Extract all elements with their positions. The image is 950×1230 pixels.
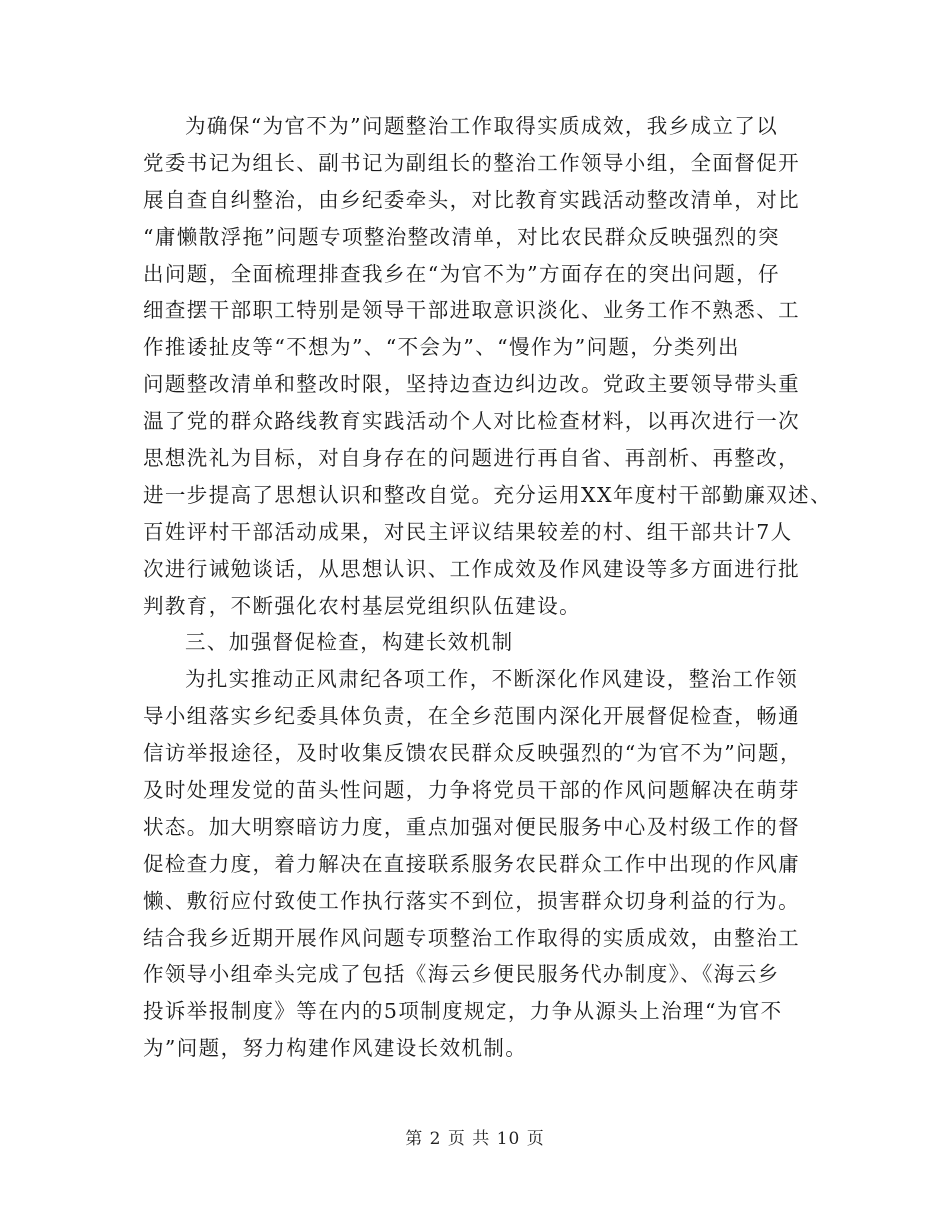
paragraph-line: 出问题，全面梳理排查我乡在“为官不为”方面存在的突出问题，仔 xyxy=(143,261,780,286)
paragraph-line: 状态。加大明察暗访力度，重点加强对便民服务中心及村级工作的督 xyxy=(143,814,800,839)
paragraph-1 xyxy=(143,108,832,624)
paragraph-line: 温了党的群众路线教育实践活动个人对比检查材料，以再次进行一次 xyxy=(143,409,800,434)
paragraph-line: 及时处理发觉的苗头性问题，力争将党员干部的作风问题解决在萌芽 xyxy=(143,778,800,803)
paragraph-line: 为确保“为官不为”问题整治工作取得实质成效，我乡成立了以 xyxy=(185,114,779,138)
paragraph-line: 百姓评村干部活动成果，对民主评议结果较差的村、组干部共计7人 xyxy=(143,519,793,544)
paragraph-2 xyxy=(143,661,808,1067)
document-body xyxy=(143,108,832,1067)
paragraph-line: 投诉举报制度》等在内的5项制度规定，力争从源头上治理“为官不 xyxy=(143,999,783,1024)
paragraph-line: 次进行诫勉谈话，从思想认识、工作成效及作风建设等多方面进行批 xyxy=(143,556,800,581)
paragraph-line: 作推诿扯皮等“不想为”、“不会为”、“慢作为”问题，分类列出 xyxy=(143,335,740,360)
paragraph-line: 判教育，不断强化农村基层党组织队伍建设。 xyxy=(143,593,581,618)
paragraph-line: 促检查力度，着力解决在直接联系服务农民群众工作中出现的作风庸 xyxy=(143,851,800,876)
paragraph-line: 导小组落实乡纪委具体负责，在全乡范围内深化开展督促检查，畅通 xyxy=(143,704,800,729)
paragraph-line: 进一步提高了思想认识和整改自觉。充分运用XX年度村干部勤廉双述、 xyxy=(143,482,832,507)
paragraph-line: 作领导小组牵头完成了包括《海云乡便民服务代办制度》、《海云乡 xyxy=(143,962,780,987)
paragraph-line: 细查摆干部职工特别是领导干部进取意识淡化、业务工作不熟悉、工 xyxy=(143,298,800,323)
paragraph-line: 懒、敷衍应付致使工作执行落实不到位，损害群众切身利益的行为。 xyxy=(143,888,800,913)
section-heading: 三、加强督促检查，构建长效机制 xyxy=(185,630,514,655)
paragraph-line: 为扎实推动正风肃纪各项工作，不断深化作风建设，整治工作领 xyxy=(185,667,799,692)
paragraph-line: “庸懒散浮拖”问题专项整治整改清单，对比农民群众反映强烈的突 xyxy=(143,224,780,249)
paragraph-line: 展自查自纠整治，由乡纪委牵头，对比教育实践活动整改清单，对比 xyxy=(143,187,800,212)
paragraph-line: 问题整改清单和整改时限，坚持边查边纠边改。党政主要领导带头重 xyxy=(143,372,800,397)
paragraph-line: 信访举报途径，及时收集反馈农民群众反映强烈的“为官不为”问题， xyxy=(143,741,802,766)
page-number-footer: 第 2 页 共 10 页 xyxy=(405,1129,545,1149)
paragraph-line: 结合我乡近期开展作风问题专项整治工作取得的实质成效，由整治工 xyxy=(143,925,800,950)
paragraph-line: 党委书记为组长、副书记为副组长的整治工作领导小组，全面督促开 xyxy=(143,150,800,175)
paragraph-line: 思想洗礼为目标，对自身存在的问题进行再自省、再剖析、再整改， xyxy=(143,446,800,471)
paragraph-line: 为”问题，努力构建作风建设长效机制。 xyxy=(143,1036,528,1061)
